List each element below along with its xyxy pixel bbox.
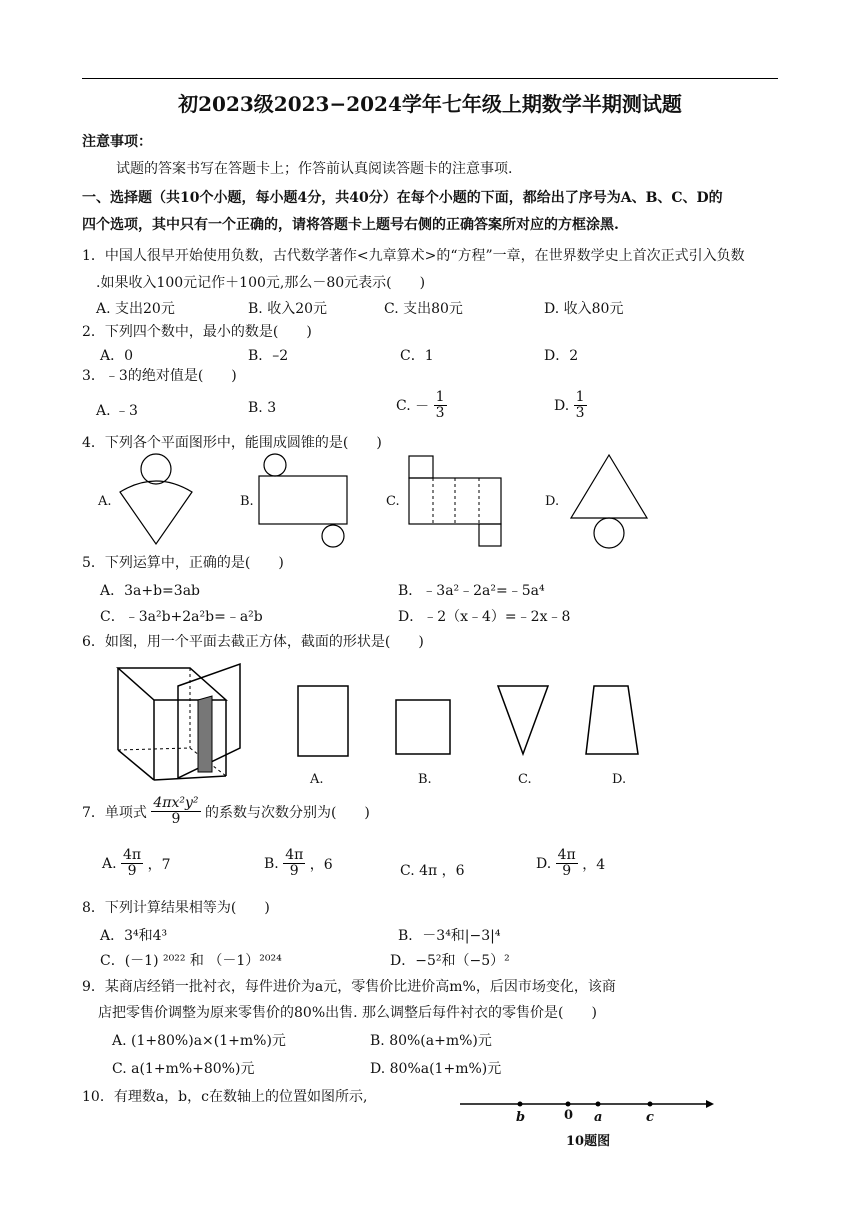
q4-label-b: B. (240, 494, 254, 509)
q5-stem: 5．下列运算中，正确的是( ) (82, 555, 284, 571)
axis-label-a: a (594, 1110, 603, 1125)
q3-option-a: A. ﹣3 (96, 403, 138, 419)
q9-option-a: A. (1+80%)a×(1+m%)元 (112, 1033, 286, 1049)
q9-line2: 店把零售价调整为原来零售价的80%出售. 那么调整后每件衬衣的零售价是( ) (98, 1005, 597, 1021)
q4-figure-b (255, 452, 355, 548)
q2-option-d: D．2 (544, 348, 579, 364)
notice-text: 试题的答案书写在答题卡上；作答前认真阅读答题卡的注意事项. (116, 161, 513, 177)
q9-line1: 9．某商店经销一批衬衣，每件进价为a元，零售价比进价高m%，后因市场变化，该商 (82, 979, 616, 995)
q2-option-b: B．–2 (248, 348, 289, 364)
frac-numerator: 1 (575, 389, 585, 405)
page-title: 初2023级2023−2024学年七年级上期数学半期测试题 (178, 92, 682, 116)
q10-number-line (460, 1096, 714, 1112)
q1-option-c: C. 支出80元 (384, 301, 463, 317)
q8-option-a: A．3⁴和4³ (100, 928, 168, 944)
q7-option-d-rest: ，4 (582, 856, 606, 873)
q5-option-c: C．﹣3a²b+2a²b=﹣a²b (100, 609, 263, 625)
q7-option-a (102, 848, 171, 880)
q7-option-a-label: A. (102, 855, 117, 872)
q5-option-a: A．3a+b=3ab (100, 583, 201, 599)
q9-option-c: C. a(1+m%+80%)元 (112, 1061, 255, 1077)
q1-line2: .如果收入100元记作＋100元,那么－80元表示( ) (96, 275, 426, 291)
q8-option-d: D．−5²和（−5）² (390, 953, 510, 969)
q8-option-c: C．(－1) ²⁰²² 和 （－1）²⁰²⁴ (100, 953, 282, 969)
q7-option-d-fraction (556, 848, 578, 880)
q3-option-d-fraction (574, 390, 587, 422)
q5-option-d: D．﹣2（x﹣4）=﹣2x﹣8 (398, 609, 571, 625)
q3-option-c-sign: － (415, 398, 430, 415)
q6-cube-figure (116, 660, 246, 784)
q9-option-b: B. 80%(a+m%)元 (370, 1033, 492, 1049)
q7-option-d (536, 848, 605, 880)
q6-label-d: D. (612, 772, 627, 787)
q7-option-c: C. 4π ，6 (400, 863, 465, 879)
q6-option-c-shape (496, 684, 552, 758)
q3-stem: 3．﹣3的绝对值是( ) (82, 368, 237, 384)
q6-label-c: C. (518, 772, 532, 787)
q2-option-a: A．0 (100, 348, 134, 364)
axis-label-c: c (646, 1110, 654, 1125)
q4-stem: 4．下列各个平面图形中，能围成圆锥的是( ) (82, 435, 382, 451)
q1-option-a: A. 支出20元 (96, 301, 175, 317)
q7-stem (82, 796, 370, 828)
q8-option-b: B．－3⁴和|−3|⁴ (398, 928, 501, 944)
q2-stem: 2．下列四个数中，最小的数是( ) (82, 324, 312, 340)
q7-option-d-label: D. (536, 855, 552, 872)
frac-denominator: 9 (127, 863, 137, 880)
q7-expression (151, 796, 200, 828)
q6-label-a: A. (310, 772, 324, 787)
q3-option-d (554, 390, 587, 422)
frac-numerator: 4π (123, 847, 142, 863)
q7-stem-prefix: 7．单项式 (82, 804, 147, 821)
q7-expr-denominator: 9 (171, 811, 181, 828)
q5-option-b: B．﹣3a²﹣2a²=﹣5a⁴ (398, 583, 545, 599)
q7-option-a-rest: ，7 (147, 856, 171, 873)
section1-line2: 四个选项，其中只有一个正确的，请将答题卡上题号右侧的正确答案所对应的方框涂黑. (82, 217, 619, 233)
q3-option-d-label: D. (554, 397, 570, 414)
q7-option-a-fraction (121, 848, 143, 880)
q6-option-a-shape (296, 684, 352, 758)
q7-stem-suffix: 的系数与次数分别为( ) (204, 804, 370, 821)
q7-option-b (264, 848, 333, 880)
q1-line1: 1．中国人很早开始使用负数，古代数学著作<九章算术>的“方程”一章，在世界数学史上首次正式引入负数 (82, 248, 745, 264)
notice-heading: 注意事项： (82, 134, 152, 150)
frac-denominator: 9 (562, 863, 572, 880)
frac-numerator: 4π (285, 847, 304, 863)
q4-figure-a (110, 452, 200, 548)
q1-option-d: D. 收入80元 (544, 301, 624, 317)
q3-option-c (396, 390, 447, 422)
q4-label-d: D. (545, 494, 560, 509)
frac-denominator: 9 (289, 863, 299, 880)
q9-option-d: D. 80%a(1+m%)元 (370, 1061, 502, 1077)
q7-option-b-fraction (283, 848, 305, 880)
axis-label-b: b (516, 1110, 526, 1125)
q10-figure-caption: 10题图 (566, 1134, 611, 1149)
q6-option-b-shape (394, 698, 454, 758)
frac-numerator: 1 (435, 389, 445, 405)
frac-numerator: 4π (557, 847, 576, 863)
q4-label-a: A. (98, 494, 112, 509)
section1-line1: 一、选择题（共10个小题，每小题4分，共40分）在每个小题的下面，都给出了序号为A、B、C、D的 (82, 190, 723, 206)
q6-option-d-shape (584, 684, 644, 758)
q1-option-b: B. 收入20元 (248, 301, 328, 317)
q4-figure-d (565, 452, 655, 552)
top-rule (82, 78, 778, 79)
q7-option-b-rest: ，6 (309, 856, 333, 873)
q10-stem: 10．有理数a，b，c在数轴上的位置如图所示, (82, 1089, 368, 1105)
q7-expr-numerator: 4πx²y² (153, 795, 199, 811)
q3-option-c-fraction (434, 390, 447, 422)
q8-stem: 8．下列计算结果相等为( ) (82, 900, 270, 916)
frac-denominator: 3 (435, 405, 445, 422)
q7-option-b-label: B. (264, 855, 279, 872)
axis-label-zero: 0 (564, 1108, 574, 1123)
frac-denominator: 3 (575, 405, 585, 422)
q3-option-c-label: C. (396, 397, 411, 414)
q6-label-b: B. (418, 772, 432, 787)
q2-option-c: C．1 (400, 348, 434, 364)
q3-option-b: B. 3 (248, 400, 277, 416)
q4-label-c: C. (386, 494, 400, 509)
q4-figure-c (405, 454, 505, 550)
q6-stem: 6．如图，用一个平面去截正方体，截面的形状是( ) (82, 634, 424, 650)
